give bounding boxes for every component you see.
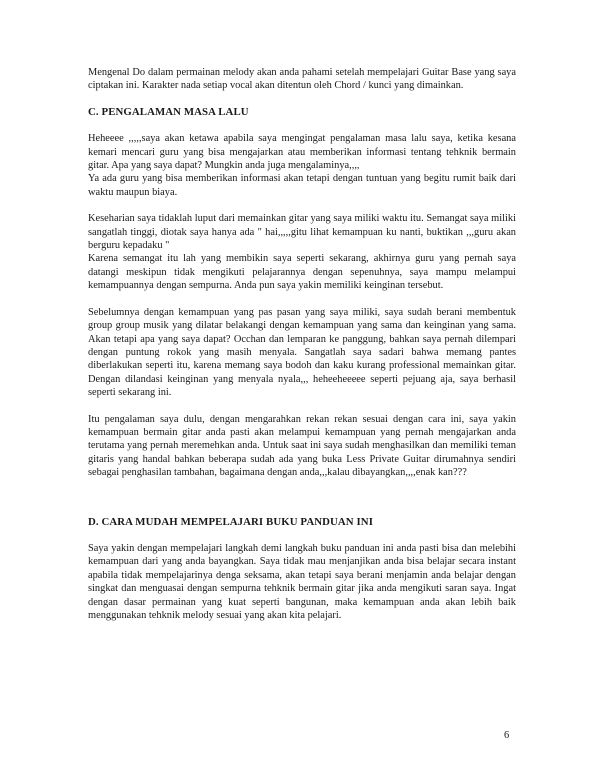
spacer — [88, 119, 516, 132]
section-c-heading: C. PENGALAMAN MASA LALU — [88, 105, 249, 118]
page-number: 6 — [504, 730, 510, 741]
section-d-heading: D. CARA MUDAH MEMPELAJARI BUKU PANDUAN INI — [88, 515, 374, 528]
section-c-paragraph-1b: Ya ada guru yang bisa memberikan informasi akan tetapi dengan tuntuan yang begitu rumit baik dari waktu maupun biaya. — [88, 173, 516, 198]
spacer — [88, 293, 516, 306]
section-c-paragraph-2: Keseharian saya tidaklah luput dari memainkan gitar yang saya miliki waktu itu. Semangat saya miliki sangatlah tinggi, diotak saya hanya ada " hai,,,,,gitu lihat kemampuan ku nanti, buktikan ,,,guru akan berguru kepadaku " — [88, 213, 516, 252]
section-c-paragraph-1: Heheeee ,,,,,saya akan ketawa apabila saya mengingat pengalaman masa lalu saya, ketika kesana kemari mencari guru yang bisa mengajarkan atau memberikan informasi tentang tehknik bermain gitar. Apa yang saya dapat? Mungkin anda juga mengalaminya,,,, — [88, 133, 516, 172]
section-c-paragraph-2b: Karena semangat itu lah yang membikin saya seperti sekarang, akhirnya guru yang pernah saya datangi meskipun tidak mengikuti pelajarannya dengan sepenuhnya, saya mampu melampui kemampuannya dengan sempurna. Anda pun saya yakin memiliki keinginan tersebut. — [88, 253, 516, 292]
document-page — [88, 66, 516, 622]
section-d-paragraph-1: Saya yakin dengan mempelajari langkah demi langkah buku panduan ini anda pasti bisa dan melebihi kemampuan dari yang anda bayangkan. Saya tidak mau menjanjikan anda bisa belajar secara instant apabila tidak mempelajarinya denga seksama, akan tetapi saya berani menjamin anda belajar dengan singkat dan menguasai dengan sempurna tehknik bermain gitar jika anda mengikuti saran saya. Ingat dengan dasar permainan yang kuat seperti bangunan, maka kemampuan anda akan lebih baik menggunakan tehknik melody sesuai yang akan kita pelajari. — [88, 542, 516, 621]
section-c-paragraph-4: Itu pengalaman saya dulu, dengan mengarahkan rekan rekan sesuai dengan cara ini, saya yakin kemampuan bermain gitar anda pasti akan melampui kemampuan yang pernah mengajarkan anda terutama yang pernah meremehkan anda. Untuk saat ini saya sudah menghasilkan dan memiliki teman gitaris yang handal bahkan beberapa sudah ada yang buka Less Private Guitar dirumahnya sendiri sebagai penghasilan tambahan, bagaimana dengan anda,,,kalau dibayangkan,,,,enak kan??? — [88, 413, 516, 479]
spacer — [88, 93, 516, 106]
spacer — [88, 400, 516, 413]
section-c-paragraph-3: Sebelumnya dengan kemampuan yang pas pasan yang saya miliki, saya sudah berani membentuk group group musik yang dilatar belakangi dengan kemampuan yang sama dan keinginan yang sama. Akan tetapi apa yang saya dapat? Occhan dan lemparan ke panggung, bahkan saya pernah dilempari dengan puntung rokok yang masih menyala. Sangatlah saya sadari bahwa memang pantes diberlakukan seperti itu, karena memang saya bodoh dan kaku kurang professional memainkan gitar. Dengan dilandasi keinginan yang menyala nyala,,, heheeheeeee seperti pejuang aja, saya berhasil seperti sekarang ini. — [88, 306, 516, 399]
spacer — [88, 480, 516, 516]
intro-paragraph: Mengenal Do dalam permainan melody akan anda pahami setelah mempelajari Guitar Base yang saya ciptakan ini. Karakter nada setiap vocal akan ditentun oleh Chord / kunci yang dimainkan. — [88, 67, 516, 92]
spacer — [88, 199, 516, 212]
spacer — [88, 529, 516, 542]
